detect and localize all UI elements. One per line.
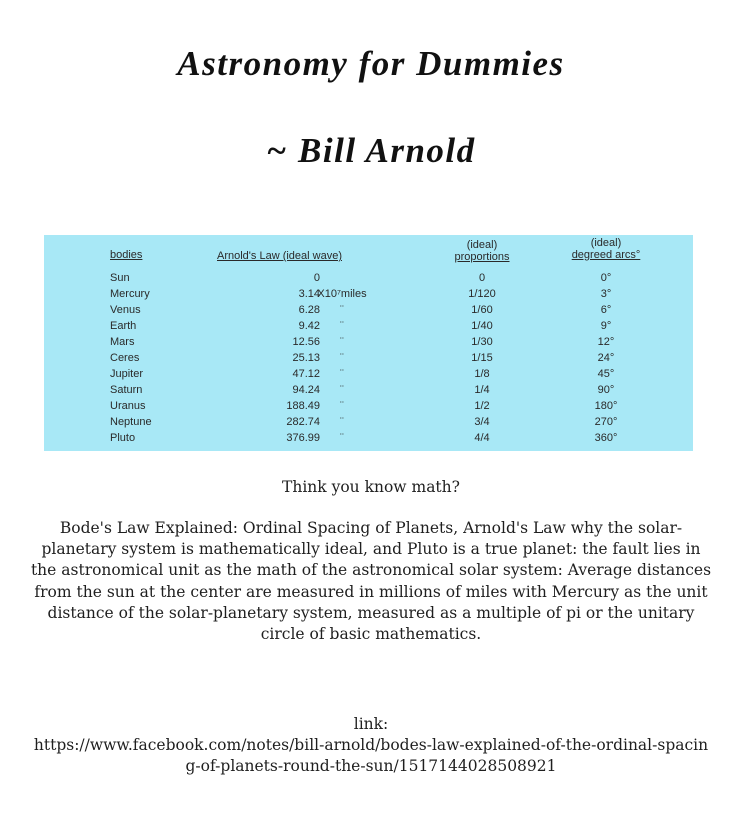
row-value: 376.99 [286,432,320,444]
row-proportion: 1/120 [468,288,496,300]
header-proportions-top: (ideal) [466,239,498,251]
row-arc: 45° [597,368,615,380]
row-arc: 24° [597,352,615,364]
row-unit: ¨ [340,368,344,380]
author-line: ~ Bill Arnold [266,131,476,170]
row-unit: ¨ [340,416,344,428]
row-body: Venus [110,304,141,316]
row-body: Mars [110,336,135,348]
row-unit: ¨ [340,432,344,444]
row-value: 0 [313,272,320,284]
planet-table [44,235,693,451]
row-body: Saturn [110,384,143,396]
row-proportion: 0 [478,272,486,284]
row-value: 188.49 [286,400,320,412]
header-proportions-bottom: proportions [454,251,510,263]
row-proportion: 4/4 [474,432,490,444]
row-arc: 3° [600,288,612,300]
row-body: Neptune [110,416,152,428]
row-proportion: 1/2 [474,400,490,412]
row-proportion: 1/40 [471,320,493,332]
row-body: Pluto [110,432,136,444]
row-unit: X10⁷miles [317,288,367,300]
header-arnolds-law: Arnold's Law (ideal wave) [217,250,342,262]
header-arcs-bottom: degreed arcs° [571,249,641,261]
row-unit: ¨ [340,320,344,332]
row-value: 12.56 [292,336,320,348]
row-unit: ¨ [340,352,344,364]
header-arcs-top: (ideal) [590,237,622,249]
row-value: 6.28 [298,304,320,316]
row-proportion: 1/60 [471,304,493,316]
row-body: Earth [110,320,137,332]
row-value: 47.12 [292,368,320,380]
question-text: Think you know math? [282,478,460,496]
row-arc: 360° [594,432,618,444]
row-unit: ¨ [340,336,344,348]
row-body: Jupiter [110,368,144,380]
row-arc: 6° [600,304,612,316]
header-bodies: bodies [110,249,143,261]
row-arc: 180° [594,400,618,412]
link-label: link: [353,715,389,733]
row-value: 3.14 [298,288,320,300]
row-arc: 90° [597,384,615,396]
row-proportion: 1/15 [471,352,493,364]
row-unit: ¨ [340,304,344,316]
page-title: Astronomy for Dummies [177,44,565,83]
row-body: Uranus [110,400,146,412]
row-proportion: 1/30 [471,336,493,348]
link-url[interactable]: https://www.facebook.com/notes/bill-arnold/bodes-law-explained-of-the-ordinal-spacing-of-planets-round-the-sun/1517144028508921 [33,736,709,776]
description-text: Bode's Law Explained: Ordinal Spacing of Planets, Arnold's Law why the solar-planetary system is mathematically ideal, and Pluto is a true planet: the fault lies in the astronomical unit as the math of the astronomical solar system: Average distances from the sun at the center are measured in millions of miles with Mercury as the unit distance of the solar-planetary system, measured as a multiple of pi or the unitary circle of basic mathematics. [30,519,712,644]
row-arc: 270° [594,416,618,428]
row-proportion: 3/4 [474,416,490,428]
row-unit: ¨ [340,400,344,412]
row-value: 25.13 [292,352,320,364]
row-arc: 0° [600,272,612,284]
row-value: 9.42 [298,320,320,332]
row-body: Mercury [110,288,150,300]
row-arc: 9° [600,320,612,332]
row-body: Sun [110,272,130,284]
row-arc: 12° [597,336,615,348]
row-body: Ceres [110,352,140,364]
row-proportion: 1/8 [474,368,490,380]
row-proportion: 1/4 [474,384,490,396]
row-unit: ¨ [340,384,344,396]
row-value: 94.24 [292,384,320,396]
row-value: 282.74 [286,416,320,428]
